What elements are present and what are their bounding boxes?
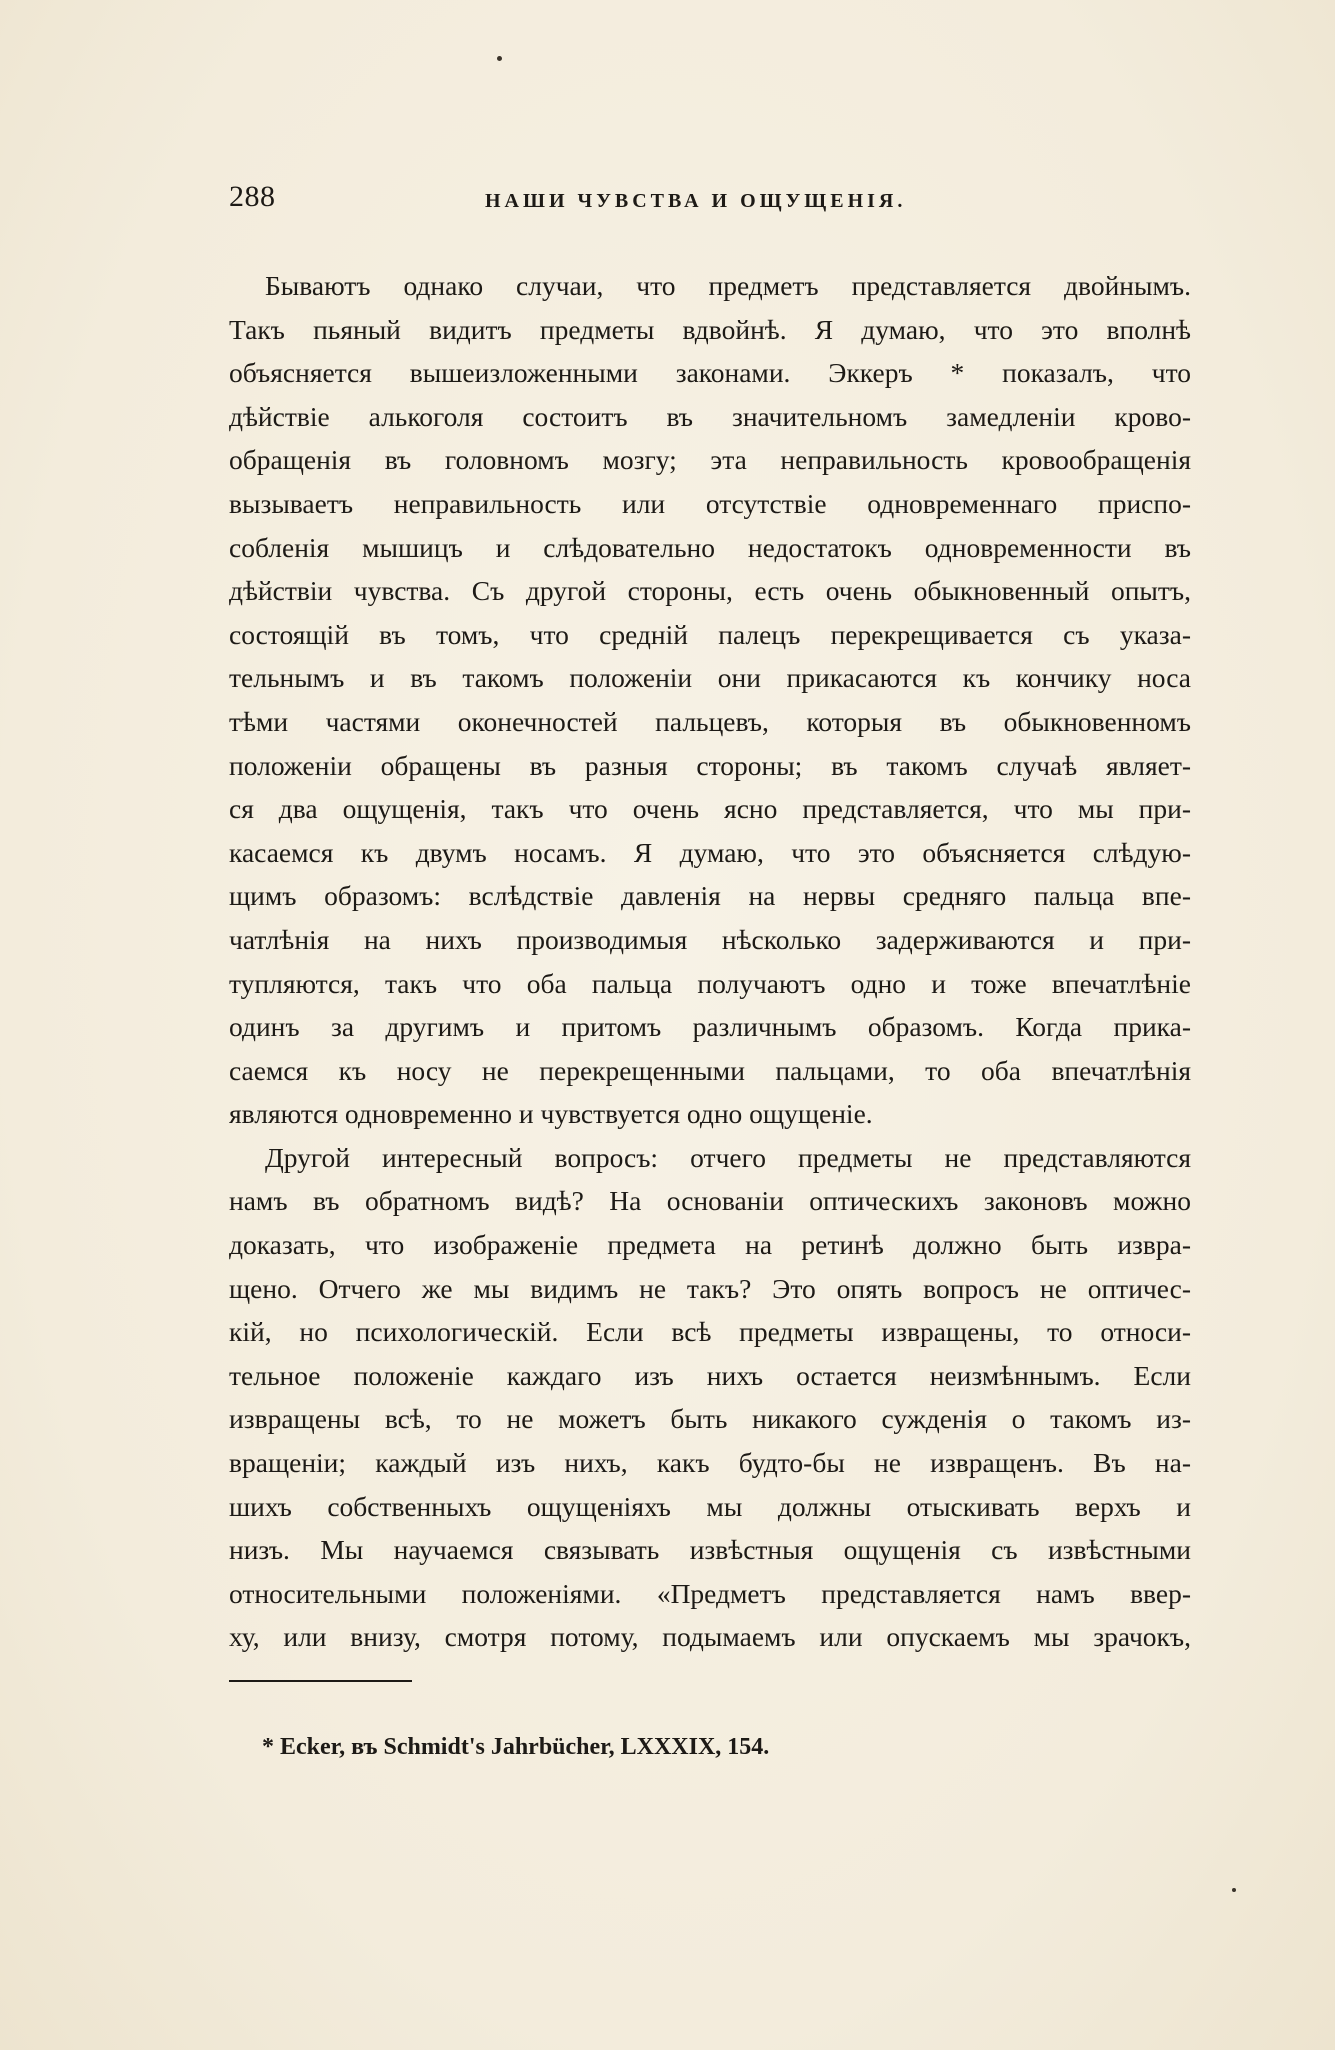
text-line: дѣйствіи чувства. Съ другой стороны, есть очень обыкновенный опытъ,	[229, 575, 1191, 607]
text-line: чатлѣнія на нихъ производимыя нѣсколько задерживаются и при-	[229, 923, 1191, 955]
text-line: тупляются, такъ что оба пальца получаютъ одно и тоже впечатлѣніе	[229, 967, 1191, 999]
text-line: дѣйствіе алькоголя состоитъ въ значительномъ замедленіи крово-	[229, 400, 1191, 432]
text-line: тельнымъ и въ такомъ положеніи они прикасаются къ кончику носа	[229, 662, 1191, 694]
text-line: вращеніи; каждый изъ нихъ, какъ будто-бы не извращенъ. Въ на-	[229, 1447, 1191, 1479]
text-line: ся два ощущенія, такъ что очень ясно представляется, что мы при-	[229, 793, 1191, 825]
text-line: ху, или внизу, смотря потому, подымаемъ или опускаемъ мы зрачокъ,	[229, 1621, 1191, 1653]
text-line: тѣми частями оконечностей пальцевъ, которыя въ обыкновенномъ	[229, 705, 1191, 737]
text-line: обращенія въ головномъ мозгу; эта неправильность кровообращенія	[229, 444, 1191, 476]
text-line: вызываетъ неправильность или отсутствіе одновременнаго приспо-	[229, 487, 1191, 519]
text-line: являются одновременно и чувствуется одно ощущеніе.	[229, 1098, 873, 1130]
text-line: состоящій въ томъ, что средній палецъ перекрещивается съ указа-	[229, 618, 1191, 650]
footnote: * Ecker, въ Schmidt's Jahrbücher, LXXXIX, 154.	[262, 1734, 770, 1760]
text-line: кій, но психологическій. Если всѣ предметы извращены, то относи-	[229, 1316, 1191, 1348]
text-line: относительными положеніями. «Предметъ представляется намъ ввер-	[229, 1577, 1191, 1609]
text-line: тельное положеніе каждаго изъ нихъ остается неизмѣннымъ. Если	[229, 1359, 1191, 1391]
text-line: низъ. Мы научаемся связывать извѣстныя ощущенія съ извѣстными	[229, 1534, 1191, 1566]
text-line: касаемся къ двумъ носамъ. Я думаю, что это объясняется слѣдую-	[229, 836, 1191, 868]
text-line: положеніи обращены въ разныя стороны; въ такомъ случаѣ являет-	[229, 749, 1191, 781]
text-line: одинъ за другимъ и притомъ различнымъ образомъ. Когда прика-	[229, 1011, 1191, 1043]
page-number: 288	[229, 180, 276, 213]
text-line: Такъ пьяный видитъ предметы вдвойнѣ. Я думаю, что это вполнѣ	[229, 313, 1191, 345]
paper-speck	[497, 56, 502, 61]
text-line: собленія мышицъ и слѣдовательно недостатокъ одновременности въ	[229, 531, 1191, 563]
text-line: доказать, что изображеніе предмета на ретинѣ должно быть извра-	[229, 1229, 1191, 1261]
text-line: шихъ собственныхъ ощущеніяхъ мы должны отыскивать верхъ и	[229, 1490, 1191, 1522]
text-line: Бываютъ однако случаи, что предметъ представляется двойнымъ.	[265, 270, 1191, 301]
text-line: Другой интересный вопросъ: отчего предметы не представляются	[265, 1141, 1191, 1173]
page-header	[229, 180, 1189, 220]
paper-speck	[1232, 1888, 1236, 1892]
text-line: объясняется вышеизложенными законами. Эккеръ * показалъ, что	[229, 357, 1191, 389]
text-line: щимъ образомъ: вслѣдствіе давленія на нервы средняго пальца впе-	[229, 880, 1191, 912]
text-line: щено. Отчего же мы видимъ не такъ? Это опять вопросъ не оптичес-	[229, 1272, 1191, 1304]
body-text	[229, 264, 1191, 1659]
text-line: извращены всѣ, то не можетъ быть никакого сужденія о такомъ из-	[229, 1403, 1191, 1435]
text-line: намъ въ обратномъ видѣ? На основаніи оптическихъ законовъ можно	[229, 1185, 1191, 1217]
text-line: саемся къ носу не перекрещенными пальцами, то оба впечатлѣнія	[229, 1054, 1191, 1086]
running-title: НАШИ ЧУВСТВА И ОЩУЩЕНІЯ.	[485, 190, 907, 212]
footnote-rule	[229, 1680, 412, 1682]
